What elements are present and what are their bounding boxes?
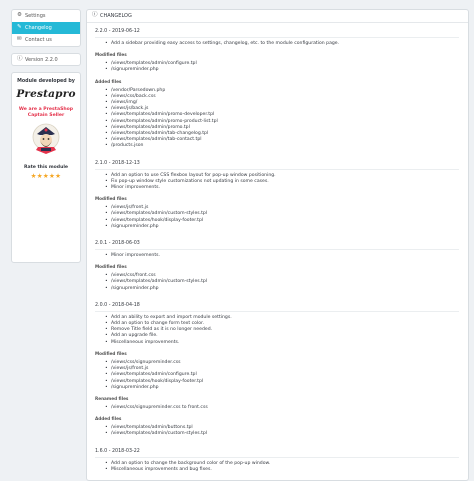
change-item: • Miscellaneous improvements and bug fixes. bbox=[111, 467, 468, 473]
change-list bbox=[95, 461, 468, 473]
file-item: • /views/templates/admin/custom-styles.tpl bbox=[111, 279, 468, 285]
file-item: • /signupreminder.php bbox=[111, 286, 468, 292]
file-item: • /views/templates/admin/promo-developer.tpl bbox=[111, 112, 468, 118]
sidebar-item-settings[interactable] bbox=[12, 10, 80, 22]
change-item: • Add an ability to export and import module settings. bbox=[111, 315, 468, 321]
changelog-title: CHANGELOG bbox=[100, 13, 132, 19]
file-section-title: Modified files bbox=[95, 196, 127, 202]
change-list bbox=[95, 173, 468, 192]
file-list bbox=[95, 405, 468, 411]
changelog-panel bbox=[86, 9, 469, 481]
file-list bbox=[95, 425, 468, 437]
change-list bbox=[95, 315, 468, 346]
sidebar bbox=[11, 9, 81, 263]
file-item: • /signupreminder.php bbox=[111, 67, 468, 73]
file-list bbox=[95, 88, 468, 150]
change-item: • Add an option to use CSS flexbox layout for pop-up window positioning. bbox=[111, 173, 468, 179]
changelog-header bbox=[87, 10, 468, 23]
change-list bbox=[95, 41, 468, 47]
file-item: • /views/js/front.js bbox=[111, 366, 468, 372]
file-item: • /views/js/back.js bbox=[111, 106, 468, 112]
envelope-icon: ✉ bbox=[17, 36, 22, 43]
change-item: • Add an option to change the background color of the pop-up window. bbox=[111, 461, 468, 467]
version-block bbox=[95, 239, 468, 301]
file-item: • /views/templates/admin/custom-styles.tpl bbox=[111, 211, 468, 217]
file-item: • /views/templates/admin/tab-contact.tpl bbox=[111, 137, 468, 143]
captain-badge-icon bbox=[32, 123, 60, 156]
version-label: Version 2.2.0 bbox=[25, 56, 58, 63]
file-item: • /views/templates/admin/promo-product-list.tpl bbox=[111, 119, 468, 125]
file-item: • /views/img/ bbox=[111, 100, 468, 106]
change-item: • Fix pop-up window style customizations not updating in some cases. bbox=[111, 179, 468, 185]
file-list bbox=[95, 273, 468, 292]
version-block bbox=[95, 447, 468, 481]
file-item: • /views/templates/admin/buttons.tpl bbox=[111, 425, 468, 431]
developed-by-label: Module developed by bbox=[17, 79, 75, 84]
file-item: • /views/css/front.css bbox=[111, 273, 468, 279]
prestapro-logo[interactable]: Prestapro bbox=[16, 88, 76, 100]
sidebar-item-contact[interactable] bbox=[12, 34, 80, 46]
version-separator bbox=[95, 438, 468, 447]
file-item: • /views/js/front.js bbox=[111, 205, 468, 211]
version-separator bbox=[95, 230, 468, 239]
file-section-title: Modified files bbox=[95, 264, 127, 270]
file-section-title: Modified files bbox=[95, 350, 127, 356]
rating-stars[interactable]: ★★★★★ bbox=[30, 172, 62, 180]
gear-icon: ⚙ bbox=[17, 12, 22, 19]
change-item: • Miscellaneous improvements. bbox=[111, 340, 468, 346]
file-item: • /views/templates/admin/configure.tpl bbox=[111, 372, 468, 378]
file-item: • /views/templates/admin/promo.tpl bbox=[111, 125, 468, 131]
file-item: • /views/templates/hook/display-footer.tpl bbox=[111, 379, 468, 385]
file-item: • /vendor/Parsedown.php bbox=[111, 88, 468, 94]
sidebar-nav bbox=[11, 9, 81, 47]
change-item: • Minor improvements. bbox=[111, 253, 468, 259]
version-block bbox=[95, 159, 468, 239]
change-item: • Add an option to change form text color. bbox=[111, 321, 468, 327]
version-title: 2.1.0 - 2018-12-13 bbox=[95, 159, 459, 170]
change-item: • Add a sidebar providing easy access to settings, changelog, etc. to the module configuration page. bbox=[111, 41, 468, 47]
file-section-title: Modified files bbox=[95, 52, 127, 58]
sidebar-item-label: Settings bbox=[25, 13, 46, 19]
version-title: 2.0.1 - 2018-06-03 bbox=[95, 239, 459, 250]
sidebar-item-label: Changelog bbox=[25, 25, 52, 31]
version-list bbox=[87, 27, 468, 481]
info-circle-icon: ⓘ bbox=[17, 55, 23, 62]
developer-box bbox=[11, 72, 81, 263]
sidebar-item-changelog[interactable] bbox=[12, 22, 80, 34]
version-title: 2.2.0 - 2019-06-12 bbox=[95, 27, 459, 38]
version-separator bbox=[95, 150, 468, 159]
file-item: • /views/css/signupreminder.css bbox=[111, 360, 468, 366]
file-list bbox=[95, 61, 468, 73]
file-section-title: Added files bbox=[95, 416, 122, 422]
version-title: 1.6.0 - 2018-03-22 bbox=[95, 447, 459, 458]
file-item: • /products.json bbox=[111, 143, 468, 149]
captain-seller-text: We are a PrestaShop Captain Seller bbox=[18, 107, 74, 118]
change-item: • Minor improvements. bbox=[111, 185, 468, 191]
file-item: • /views/css/signupreminder.css to front.css bbox=[111, 405, 468, 411]
version-separator bbox=[95, 292, 468, 301]
file-section-title: Added files bbox=[95, 78, 122, 84]
version-box bbox=[11, 53, 81, 66]
version-block bbox=[95, 27, 468, 159]
change-list bbox=[95, 253, 468, 259]
file-list bbox=[95, 205, 468, 230]
change-item: • Remove Title field as it is no longer needed. bbox=[111, 327, 468, 333]
file-item: • /signupreminder.php bbox=[111, 385, 468, 391]
file-item: • /signupreminder.php bbox=[111, 224, 468, 230]
wrench-icon: ✎ bbox=[17, 24, 22, 31]
version-title: 2.0.0 - 2018-04-18 bbox=[95, 301, 459, 312]
sidebar-item-label: Contact us bbox=[25, 37, 52, 43]
file-list bbox=[95, 360, 468, 391]
version-separator bbox=[95, 473, 468, 481]
version-block bbox=[95, 301, 468, 447]
file-item: • /views/templates/admin/configure.tpl bbox=[111, 61, 468, 67]
file-item: • /views/templates/admin/tab-changelog.tpl bbox=[111, 131, 468, 137]
file-item: • /views/templates/hook/display-footer.tpl bbox=[111, 218, 468, 224]
rate-module-label: Rate this module bbox=[23, 165, 69, 170]
file-section-title: Renamed files bbox=[95, 395, 129, 401]
change-item: • Add an upgrade file. bbox=[111, 333, 468, 339]
info-circle-icon: ⓘ bbox=[92, 12, 98, 19]
file-item: • /views/templates/admin/custom-styles.tpl bbox=[111, 431, 468, 437]
file-item: • /views/css/back.css bbox=[111, 94, 468, 100]
